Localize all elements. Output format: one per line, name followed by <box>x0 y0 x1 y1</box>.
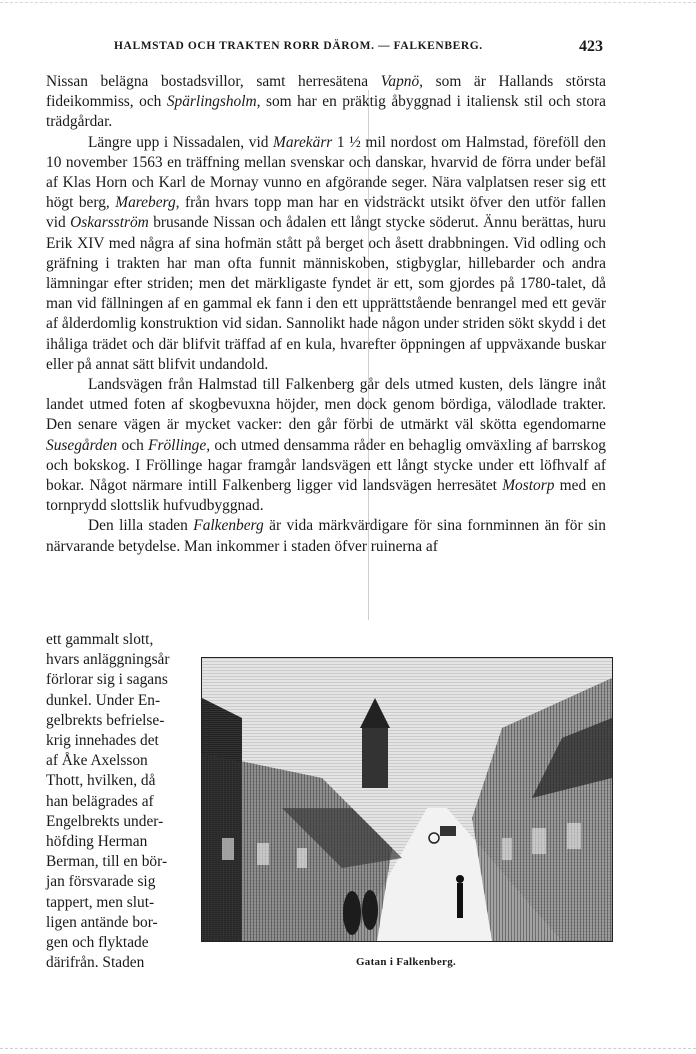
narrow-line: tappert, men slut- <box>46 893 155 911</box>
narrow-line: Berman, till en bör- <box>46 853 168 871</box>
top-scan-edge <box>0 2 696 4</box>
main-text <box>46 72 606 557</box>
narrow-line: dunkel. Under En- <box>46 691 161 709</box>
narrow-line: Thott, hvilken, då <box>46 772 156 790</box>
narrow-line: ett gammalt slott, <box>46 631 154 648</box>
narrow-line: höfding Herman <box>46 833 148 851</box>
narrow-line: därifrån. Staden <box>46 954 145 972</box>
narrow-line: jan försvarade sig <box>46 873 156 891</box>
paragraph-1: Nissan belägna bostadsvillor, samt herresätena Vapnö, som är Hallands största fideikommiss, och Spärlingsholm, som har en präktig åbyggnad i italiensk stil och stora trädgårdar. <box>46 73 606 131</box>
running-head: HALMSTAD OCH TRAKTEN RORR DÄROM. — FALKENBERG. <box>114 40 483 52</box>
narrow-line: krig innehades det <box>46 732 159 750</box>
narrow-line: ligen antände bor- <box>46 913 158 931</box>
narrow-line: förlorar sig i sagans <box>46 671 168 689</box>
paragraph-2: Längre upp i Nissadalen, vid Marekärr 1 ½ mil nordost om Halmstad, föreföll den 10 november 1563 en träffning mellan svenskar och danskar, hvarvid de förra under befäl af Klas Horn och Karl de Mornay vunno en afgörande seger. Nära valplatsen reser sig ett högt berg, Mareberg, från hvars topp man har en vidsträckt utsikt öfver den utför fallen vid Oskarsström brusande Nissan och ådalen ett långt stycke söderut. Ännu berättas, huru Erik XIV med några af sina hofmän stått på berget och åsett drabbningen. Vid odling och gräfning i trakten har man ofta funnit människoben, stigbyglar, hillebarder och andra lämningar efter striden; men det märkligaste fyndet är ett, som gjordes på 1780-talet, då man vid fällningen af en gammal ek fann i den ett upprättstående benrangel med ett gevär af ålderdomlig konstruktion vid sidan. Sannolikt hade någon under striden sökt skydd i det ihåliga trädet och där blifvit träffad af en kula, hvarefter öppningen af uppväxande buskar eller på annat sätt blifvit undandold. <box>46 133 607 373</box>
narrow-line: af Åke Axelsson <box>46 752 148 770</box>
narrow-column-text <box>46 630 186 973</box>
narrow-line: Engelbrekts under- <box>46 812 164 830</box>
street-engraving-image <box>201 657 613 942</box>
narrow-line: gen och flyktade <box>46 934 149 952</box>
figure-caption: Gatan i Falkenberg. <box>355 956 457 968</box>
page-number: 423 <box>579 38 603 55</box>
paragraph-3: Landsvägen från Halmstad till Falkenberg går dels utmed kusten, dels längre inåt landet utmed foten af skogbevuxna höjder, men dock genom bördiga, välodlade trakter. Den senare vägen är mycket vacker: den går förbi de utmärkt väl skötta egendomarne Susegården och Fröllinge, och utmed densamma råder en behaglig omväxling af barrskog och bokskog. I Fröllinge hagar framgår landsvägen ett långt stycke under ett löfhvalf af bokar. Något närmare intill Falkenberg ligger vid landsvägen herresätet Mostorp med en tornprydd slottslik hufvudbyggnad. <box>46 376 607 515</box>
narrow-line: gelbrekts befrielse- <box>46 711 165 729</box>
bottom-scan-edge <box>0 1048 696 1050</box>
narrow-line: han belägrades af <box>46 792 154 810</box>
paragraph-4: Den lilla staden Falkenberg är vida märkvärdigare för sina fornminnen än för sin närvarande betydelse. Man inkommer i staden öfver ruinerna af <box>46 517 607 555</box>
narrow-line: hvars anläggningsår <box>46 651 170 669</box>
